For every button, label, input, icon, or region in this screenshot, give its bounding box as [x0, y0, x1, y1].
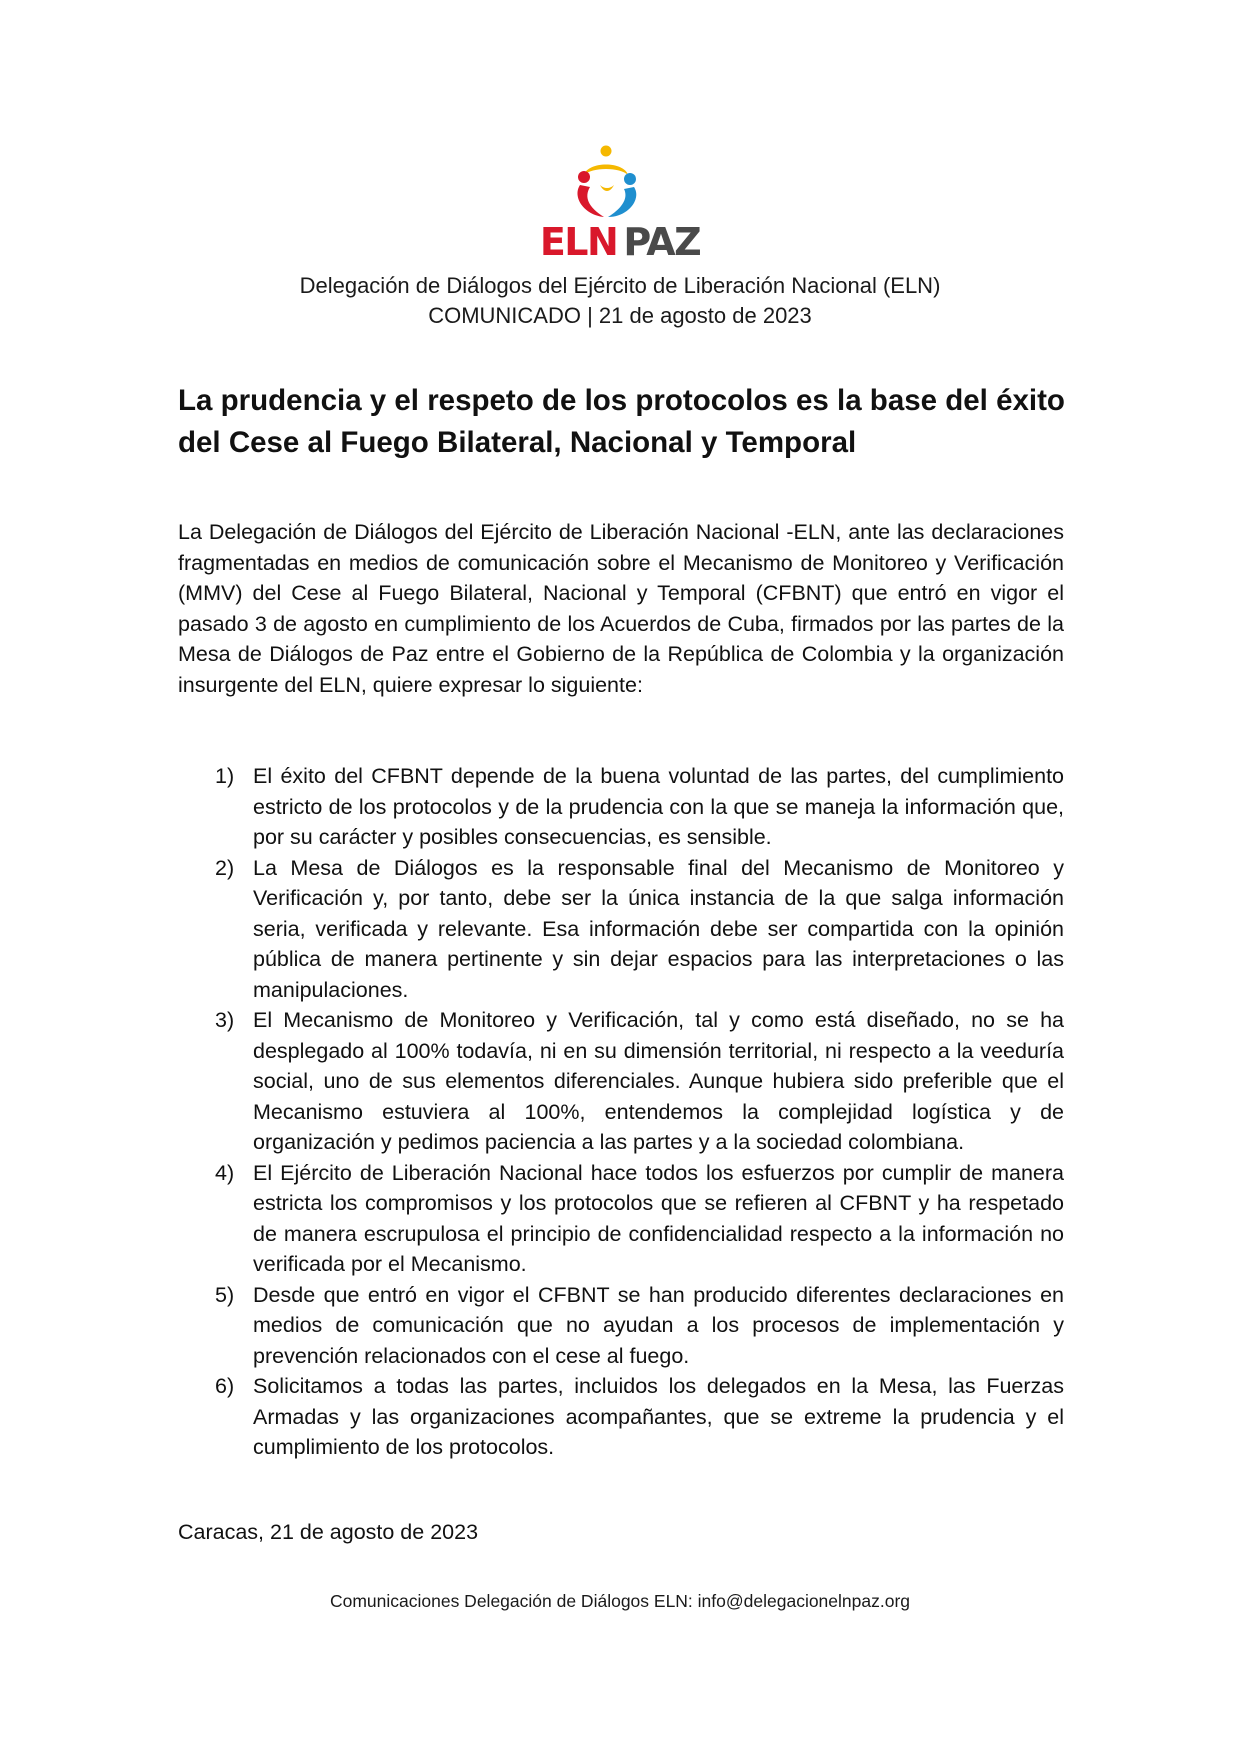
list-item-number: 5) [215, 1282, 235, 1307]
header-communique-date: COMUNICADO | 21 de agosto de 2023 [428, 303, 812, 328]
list-item-text: El Mecanismo de Monitoreo y Verificación, tal y como está diseñado, no se ha desplegado al 100% todavía, ni en su dimensión territorial, ni respecto a la veeduría social, uno de sus elementos diferenciales. Aunque hubiera sido preferible que el Mecanismo estuviera al 100%, entendemos la complejidad logística y de organización y pedimos paciencia a las partes y a la sociedad colombiana. [253, 1008, 1064, 1154]
list-item [178, 853, 1064, 1006]
list-item-text: Desde que entró en vigor el CFBNT se han producido diferentes declaraciones en medios de comunicación que no ayudan a los procesos de implementación y prevención relacionados con el cese al fuego. [253, 1282, 1064, 1368]
list-item-text: Solicitamos a todas las partes, incluidos los delegados en la Mesa, las Fuerzas Armadas y las organizaciones acompañantes, que se extreme la prudencia y el cumplimiento de los protocolos. [253, 1374, 1064, 1459]
eln-paz-wordmark [500, 220, 740, 264]
list-item-text: El Ejército de Liberación Nacional hace todos los esfuerzos por cumplir de manera estricta los compromisos y los protocolos que se refieren al CFBNT y ha respetado de manera escrupulosa el principio de confidencialidad respecto a la información no verificada por el Mecanismo. [253, 1160, 1064, 1276]
list-item [178, 1371, 1064, 1463]
footer-contact: Comunicaciones Delegación de Diálogos ELN: info@delegacionelnpaz.org [329, 1591, 911, 1611]
wordmark-eln: ELN [539, 220, 618, 264]
list-item-number: 3) [215, 1008, 235, 1032]
list-item-text: La Mesa de Diálogos es la responsable final del Mecanismo de Monitoreo y Verificación y, por tanto, debe ser la única instancia de la que salga información seria, verificada y relevante. Esa información debe ser compartida con la opinión pública de manera pertinente y sin dejar espacios para las interpretaciones o las manipulaciones. [253, 855, 1064, 1002]
points-list [178, 761, 1064, 1463]
wordmark-paz: PAZ [623, 220, 701, 264]
closing-place-date: Caracas, 21 de agosto de 2023 [178, 1520, 479, 1544]
eln-paz-logo-emblem-icon [570, 145, 642, 221]
document-title: La prudencia y el respeto de los protocolos es la base del éxito del Cese al Fuego Bilateral, Nacional y Temporal [178, 384, 1065, 459]
list-item-number: 6) [215, 1374, 235, 1398]
header-organization: Delegación de Diálogos del Ejército de Liberación Nacional (ELN) [299, 273, 941, 298]
list-item-number: 1) [215, 764, 235, 788]
list-item-number: 2) [215, 855, 235, 880]
list-item [178, 1005, 1064, 1158]
list-item [178, 1158, 1064, 1280]
list-item [178, 1280, 1064, 1372]
intro-paragraph: La Delegación de Diálogos del Ejército de Liberación Nacional -ELN, ante las declaraciones fragmentadas en medios de comunicación sobre el Mecanismo de Monitoreo y Verificación (MMV) del Cese al Fuego Bilateral, Nacional y Temporal (CFBNT) que entró en vigor el pasado 3 de agosto en cumplimiento de los Acuerdos de Cuba, firmados por las partes de la Mesa de Diálogos de Paz entre el Gobierno de la República de Colombia y la organización insurgente del ELN, quiere expresar lo siguiente: [178, 520, 1064, 697]
list-item [178, 761, 1064, 853]
list-item-text: El éxito del CFBNT depende de la buena voluntad de las partes, del cumplimiento estricto de los protocolos y de la prudencia con la que se maneja la información que, por su carácter y posibles consecuencias, es sensible. [253, 764, 1064, 849]
list-item-number: 4) [215, 1160, 235, 1185]
